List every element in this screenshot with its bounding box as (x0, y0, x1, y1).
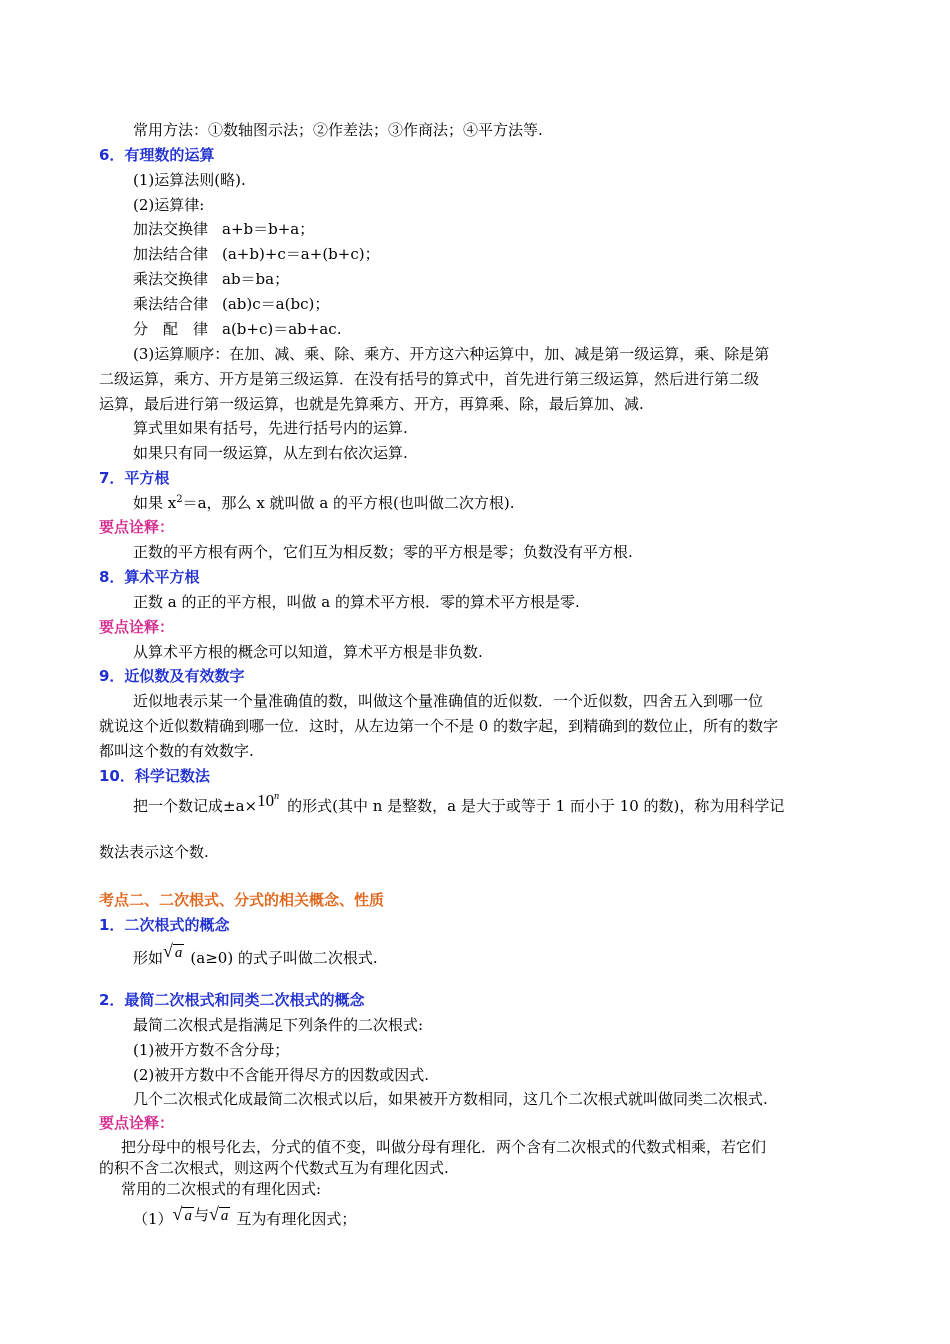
sqrt-symbol: √ a (163, 941, 183, 961)
law-expr: ab＝ba； (222, 270, 290, 288)
heading-8: 8．算术平方根 (99, 568, 200, 586)
rules-1: (1)运算法则(略). (133, 171, 246, 189)
radicand: a (220, 1208, 229, 1224)
exponent: 2 (176, 494, 183, 505)
sqrt-definition (133, 493, 515, 513)
power-base: 10 (257, 791, 275, 810)
approx-line-2: 就说这个近似数精确到哪一位．这时，从左边第一个不是 0 的数字起，到精确到的数位止，所有的数字 (99, 717, 779, 735)
factor-item-1 (133, 1204, 357, 1230)
law-row (133, 219, 314, 239)
order-line-3: 运算，最后进行第一级运算，也就是先算乘方、开方，再算乘、除，最后算加、减. (99, 395, 644, 413)
law-row (133, 269, 289, 289)
law-name: 加法结合律 (133, 245, 209, 263)
key-points-label: 要点诠释： (99, 1114, 175, 1132)
heading-7: 7．平方根 (99, 469, 170, 487)
arith-note: 从算术平方根的概念可以知道，算术平方根是非负数. (133, 643, 483, 661)
law-name: 乘法交换律 (133, 270, 209, 288)
approx-line-3: 都叫这个数的有效数字. (99, 742, 254, 760)
radical-definition (133, 941, 378, 969)
heading-2: 2．最简二次根式和同类二次根式的概念 (99, 991, 365, 1009)
common-factors: 常用的二次根式的有理化因式: (121, 1180, 322, 1198)
simplest-4: 几个二次根式化成最简二次根式以后，如果被开方数相同，这几个二次根式就叫做同类二次根式. (133, 1090, 768, 1108)
sqrt-def-text: 如果 x (133, 494, 177, 512)
law-row (133, 244, 380, 264)
approx-line-1: 近似地表示某一个量准确值的数，叫做这个量准确值的近似数．一个近似数，四舍五入到哪一位 (133, 692, 764, 710)
radical-text: (a≥0) 的式子叫做二次根式. (190, 949, 378, 967)
sqrt-symbol: √ a (172, 1204, 192, 1224)
rules-2: (2)运算律: (133, 196, 205, 214)
arith-definition: 正数 a 的正的平方根，叫做 a 的算术平方根．零的算术平方根是零. (133, 593, 580, 611)
methods-line: 常用方法：①数轴图示法；②作差法；③作商法；④平方法等. (133, 121, 543, 139)
key-points-label: 要点诠释： (99, 618, 175, 636)
radicand: a (174, 945, 183, 961)
sqrt-symbol: √ a (208, 1204, 229, 1224)
sci-line (133, 791, 785, 816)
radical-text: 形如 (133, 949, 164, 967)
law-expr: a(b+c)＝ab+ac. (222, 320, 342, 338)
heading-10: 10．科学记数法 (99, 767, 210, 785)
item-connector: 与 (193, 1206, 209, 1224)
item-number: （1） (133, 1210, 173, 1228)
simplest-3: (2)被开方数中不含能开得尽方的因数或因式. (133, 1066, 430, 1084)
item-text: 互为有理化因式； (236, 1210, 357, 1228)
section-title: 考点二、二次根式、分式的相关概念、性质 (99, 891, 385, 909)
radicand: a (184, 1208, 192, 1224)
paren-line: 算式里如果有括号，先进行括号内的运算. (133, 419, 408, 437)
sqrt-def-text: ＝a，那么 x 就叫做 a 的平方根(也叫做二次方根). (182, 494, 515, 512)
rationalize-1: 把分母中的根号化去，分式的值不变，叫做分母有理化．两个含有二次根式的代数式相乘，若它们 (121, 1138, 767, 1156)
same-level-line: 如果只有同一级运算，从左到右依次运算. (133, 444, 408, 462)
order-line-1: (3)运算顺序：在加、减、乘、除、乘方、开方这六种运算中，加、减是第一级运算，乘、除是第 (133, 345, 770, 363)
law-name: 乘法结合律 (133, 295, 209, 313)
law-row (133, 294, 329, 314)
law-expr: a+b＝b+a； (222, 220, 315, 238)
power-exponent: n (274, 791, 280, 802)
heading-9: 9．近似数及有效数字 (99, 667, 245, 685)
simplest-2: (1)被开方数不含分母； (133, 1041, 290, 1059)
order-line-2: 二级运算，乘方、开方是第三级运算．在没有括号的算式中，首先进行第三级运算，然后进行第二级 (99, 370, 760, 388)
law-expr: (ab)c＝a(bc)； (222, 295, 330, 313)
sci-text: 的形式(其中 n 是整数，a 是大于或等于 1 而小于 10 的数)，称为用科学记 (287, 797, 785, 815)
heading-1: 1．二次根式的概念 (99, 916, 230, 934)
law-expr: (a+b)+c＝a+(b+c)； (222, 245, 380, 263)
key-points-label: 要点诠释： (99, 518, 175, 536)
heading-6: 6．有理数的运算 (99, 146, 215, 164)
law-name: 加法交换律 (133, 220, 209, 238)
law-row (133, 319, 341, 339)
sci-line-2: 数法表示这个数. (99, 843, 209, 861)
rationalize-2: 的积不含二次根式，则这两个代数式互为有理化因式. (99, 1159, 449, 1177)
sqrt-note: 正数的平方根有两个，它们互为相反数；零的平方根是零；负数没有平方根. (133, 543, 633, 561)
sci-text: 把一个数记成±a× (133, 797, 258, 815)
simplest-1: 最简二次根式是指满足下列条件的二次根式: (133, 1016, 424, 1034)
law-name: 分 配 律 (133, 320, 209, 338)
